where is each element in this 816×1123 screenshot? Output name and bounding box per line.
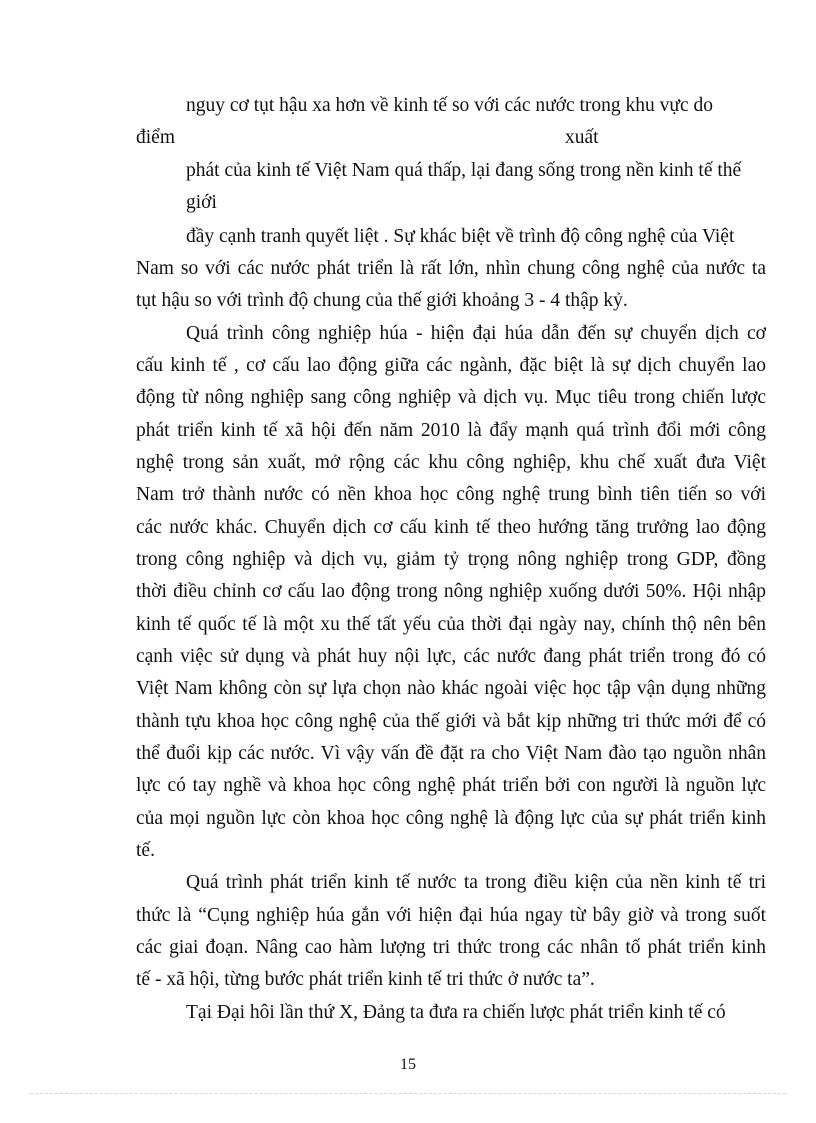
text-line: kinh tế quốc tế là một xu thế tất yếu của thời đại ngày nay, chính thộ nên bên [136, 614, 766, 635]
text-line: nghệ trong sản xuất, mở rộng các khu công nghiệp, khu chế xuất đưa Việt [136, 452, 766, 473]
text-line: thức là “Cụng nghiệp húa gắn với hiện đại húa ngay từ bây giờ và trong suốt [136, 905, 766, 926]
text-line: lực có tay nghề và khoa học công nghệ phát triển bởi con người là nguồn lực [136, 775, 766, 796]
text-line: trong công nghiệp và dịch vụ, giảm tỷ trọng nông nghiệp trong GDP, đồng [136, 549, 766, 570]
text-line: các giai đoạn. Nâng cao hàm lượng tri thức trong các nhân tố phát triển kinh [136, 937, 766, 958]
text-line: điểm xuất [136, 127, 599, 148]
text-line: các nước khác. Chuyển dịch cơ cấu kinh tế theo hướng tăng trưởng lao động [136, 517, 766, 538]
text-line: Nam trở thành nước có nền khoa học công nghệ trung bình tiên tiến so với [136, 484, 766, 505]
text-line: nguy cơ tụt hậu xa hơn về kinh tế so với các nước trong khu vực do [186, 95, 714, 116]
text-line: Quá trình công nghiệp húa - hiện đại húa dẫn đến sự chuyển dịch cơ [186, 323, 766, 344]
text-line: tụt hậu so với trình độ chung của thế giới khoảng 3 - 4 thập kỷ. [136, 290, 628, 311]
text-line: của mọi nguồn lực còn khoa học công nghệ là động lực của sự phát triển kinh [136, 808, 766, 829]
text-line: tế - xã hội, từng bước phát triển kinh tế tri thức ở nước ta”. [136, 969, 595, 990]
text-line: cạnh việc sử dụng và phát huy nội lực, các nước đang phát triển trong đó có [136, 646, 766, 667]
page-bottom-divider [30, 1093, 786, 1094]
text-line: phát của kinh tế Việt Nam quá thấp, lại đang sống trong nền kinh tế thế [186, 160, 742, 181]
text-line: phát triển kinh tế xã hội đến năm 2010 là đẩy mạnh quá trình đổi mới công [136, 420, 766, 441]
text-line: đầy cạnh tranh quyết liệt . Sự khác biệt về trình độ công nghệ của Việt [186, 226, 735, 247]
text-line: thể đuổi kịp các nước. Vì vậy vấn đề đặt ra cho Việt Nam đào tạo nguồn nhân [136, 743, 766, 764]
text-line: thành tựu khoa học công nghệ của thế giới và bắt kịp những tri thức mới để có [136, 711, 766, 732]
text-line: Quá trình phát triển kinh tế nước ta trong điều kiện của nền kinh tế tri [186, 872, 766, 893]
text-line: tế. [136, 840, 155, 861]
text-line: giới [186, 192, 217, 213]
text-line: Nam so với các nước phát triển là rất lớn, nhìn chung công nghệ của nước ta [136, 258, 766, 279]
text-line: động từ nông nghiệp sang công nghiệp và dịch vụ. Mục tiêu trong chiến lược [136, 387, 766, 408]
text-line: Việt Nam không còn sự lựa chọn nào khác ngoài việc học tập vận dụng những [136, 678, 766, 699]
page-number: 15 [400, 1056, 416, 1073]
text-line: Tại Đại hôi lần thứ X, Đảng ta đưa ra chiến lược phát triển kinh tế có [186, 1002, 726, 1023]
text-line: thời điều chỉnh cơ cấu lao động trong nông nghiệp xuống dưới 50%. Hội nhập [136, 581, 766, 602]
text-line: cấu kinh tế , cơ cấu lao động giữa các ngành, đặc biệt là sự dịch chuyển lao [136, 355, 766, 376]
